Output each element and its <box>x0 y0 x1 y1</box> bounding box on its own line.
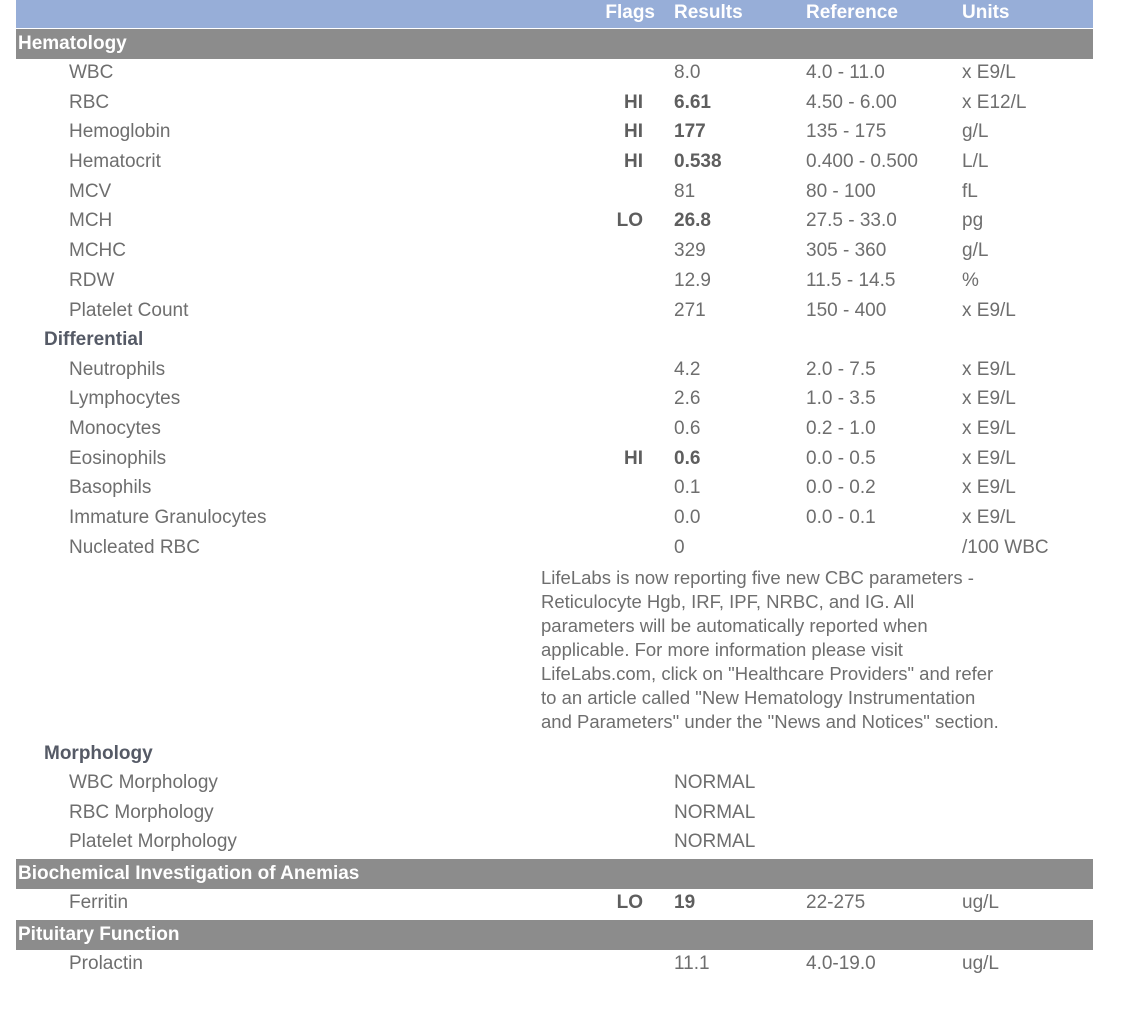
differential-rows <box>16 356 1093 564</box>
result-value: 271 <box>674 299 706 321</box>
result-value: 177 <box>674 121 706 143</box>
reference-range: 0.0 - 0.2 <box>806 477 876 499</box>
result-value: 0.6 <box>674 418 701 440</box>
result-value: NORMAL <box>674 801 756 823</box>
reference-range: 11.5 - 14.5 <box>806 269 896 291</box>
test-name: MCH <box>69 210 113 232</box>
result-row <box>16 769 1093 799</box>
result-row <box>16 356 1093 386</box>
result-row <box>16 267 1093 297</box>
section-title: Pituitary Function <box>18 923 180 945</box>
flags-header: Flags <box>605 2 655 23</box>
reference-range: 150 - 400 <box>806 299 887 321</box>
test-name: Platelet Count <box>69 299 189 321</box>
result-value: 0.1 <box>674 477 701 499</box>
result-row <box>16 148 1093 178</box>
units-header: Units <box>962 2 1010 23</box>
result-row <box>16 297 1093 327</box>
reference-range: 4.0 - 11.0 <box>806 62 885 83</box>
test-name: Monocytes <box>69 418 161 440</box>
result-row <box>16 385 1093 415</box>
reference-range: 80 - 100 <box>806 180 876 202</box>
test-name: Lymphocytes <box>69 388 181 410</box>
units: fL <box>962 180 978 202</box>
result-row <box>16 534 1093 564</box>
column-header-row <box>16 0 1093 28</box>
section-title: Biochemical Investigation of Anemias <box>18 863 360 885</box>
reference-range: 0.2 - 1.0 <box>806 418 876 440</box>
result-row <box>16 59 1093 89</box>
units: x E9/L <box>962 62 1016 83</box>
morphology-rows <box>16 769 1093 858</box>
units: ug/L <box>962 892 999 914</box>
reference-range: 1.0 - 3.5 <box>806 388 876 410</box>
test-name: Nucleated RBC <box>69 536 200 558</box>
units: ug/L <box>962 952 999 974</box>
units: x E9/L <box>962 447 1016 469</box>
flag: HI <box>624 121 643 143</box>
test-name: Immature Granulocytes <box>69 507 267 529</box>
result-value: 26.8 <box>674 210 711 232</box>
result-value: 2.6 <box>674 388 701 410</box>
units: x E9/L <box>962 418 1016 440</box>
result-value: 8.0 <box>674 62 701 83</box>
results-header: Results <box>674 2 743 23</box>
subsection-morphology <box>16 740 1093 770</box>
subsection-differential <box>16 326 1093 356</box>
units: /100 WBC <box>962 536 1049 558</box>
section-pituitary <box>16 920 1093 950</box>
reference-range: 22-275 <box>806 892 866 914</box>
result-row <box>16 445 1093 475</box>
section-anemias <box>16 859 1093 889</box>
result-value: 329 <box>674 240 706 262</box>
test-name: Ferritin <box>69 892 129 914</box>
result-row <box>16 415 1093 445</box>
units: g/L <box>962 240 989 262</box>
section-title: Hematology <box>18 33 127 54</box>
test-name: Hematocrit <box>69 151 161 173</box>
result-row <box>16 118 1093 148</box>
test-name: Hemoglobin <box>69 121 171 143</box>
result-value: 0.538 <box>674 151 722 173</box>
test-name: MCHC <box>69 240 126 262</box>
result-value: 19 <box>674 892 696 914</box>
reference-range: 305 - 360 <box>806 240 887 262</box>
flag: HI <box>624 151 643 173</box>
result-value: 0.6 <box>674 447 701 469</box>
flag: HI <box>624 447 643 469</box>
test-name: Basophils <box>69 477 152 499</box>
units: x E9/L <box>962 388 1016 410</box>
units: % <box>962 269 979 291</box>
reference-header: Reference <box>806 2 898 23</box>
units: L/L <box>962 151 989 173</box>
units: x E9/L <box>962 299 1016 321</box>
test-name: MCV <box>69 180 112 202</box>
pituitary-rows <box>16 950 1093 980</box>
result-row <box>16 207 1093 237</box>
result-row <box>16 889 1093 919</box>
result-value: 81 <box>674 180 696 202</box>
lab-report <box>16 0 1093 979</box>
flag: HI <box>624 91 643 113</box>
reference-range: 27.5 - 33.0 <box>806 210 897 232</box>
result-row <box>16 504 1093 534</box>
result-value: 4.2 <box>674 358 701 380</box>
reference-range: 0.400 - 0.500 <box>806 151 918 173</box>
test-name: RBC Morphology <box>69 801 214 823</box>
result-row <box>16 950 1093 980</box>
result-value: NORMAL <box>674 831 756 853</box>
units: x E12/L <box>962 91 1027 113</box>
section-hematology <box>16 29 1093 59</box>
units: pg <box>962 210 984 232</box>
test-name: Platelet Morphology <box>69 831 237 853</box>
reference-range: 4.0-19.0 <box>806 952 876 974</box>
result-row <box>16 178 1093 208</box>
flag: LO <box>616 210 643 232</box>
reference-range: 4.50 - 6.00 <box>806 91 897 113</box>
result-value: 11.1 <box>674 952 710 974</box>
result-row <box>16 799 1093 829</box>
result-row <box>16 474 1093 504</box>
test-name: Neutrophils <box>69 358 166 380</box>
reference-range: 0.0 - 0.5 <box>806 447 876 469</box>
units: x E9/L <box>962 477 1016 499</box>
result-row <box>16 89 1093 119</box>
result-value: 0.0 <box>674 507 701 529</box>
result-value: 0 <box>674 536 685 558</box>
test-name: Eosinophils <box>69 447 167 469</box>
result-value: 6.61 <box>674 91 711 113</box>
reference-range: 2.0 - 7.5 <box>806 358 876 380</box>
flag: LO <box>616 892 643 914</box>
test-name: Prolactin <box>69 952 143 974</box>
result-row <box>16 828 1093 858</box>
reference-range: 0.0 - 0.1 <box>806 507 876 529</box>
test-name: WBC <box>69 62 114 83</box>
lifelabs-note: LifeLabs is now reporting five new CBC parameters - Reticulocyte Hgb, IRF, IPF, NRBC, and IG. All parameters will be automatically reported when applicable. For more information please visit LifeLabs.com, click on "Healthcare Providers" and refer to an article called "New Hematology Instrumentation and Parameters" under the "News and Notices" section. <box>541 566 999 732</box>
test-name: RDW <box>69 269 115 291</box>
test-name: WBC Morphology <box>69 772 218 793</box>
result-value: 12.9 <box>674 269 711 291</box>
hematology-rows <box>16 59 1093 326</box>
test-name: RBC <box>69 91 110 113</box>
units: g/L <box>962 121 989 143</box>
reference-range: 135 - 175 <box>806 121 887 143</box>
units: x E9/L <box>962 507 1016 529</box>
result-value: NORMAL <box>674 772 756 793</box>
units: x E9/L <box>962 358 1016 380</box>
subsection-title: Differential <box>44 329 144 351</box>
anemias-rows <box>16 889 1093 919</box>
result-row <box>16 237 1093 267</box>
subsection-title: Morphology <box>44 742 153 764</box>
